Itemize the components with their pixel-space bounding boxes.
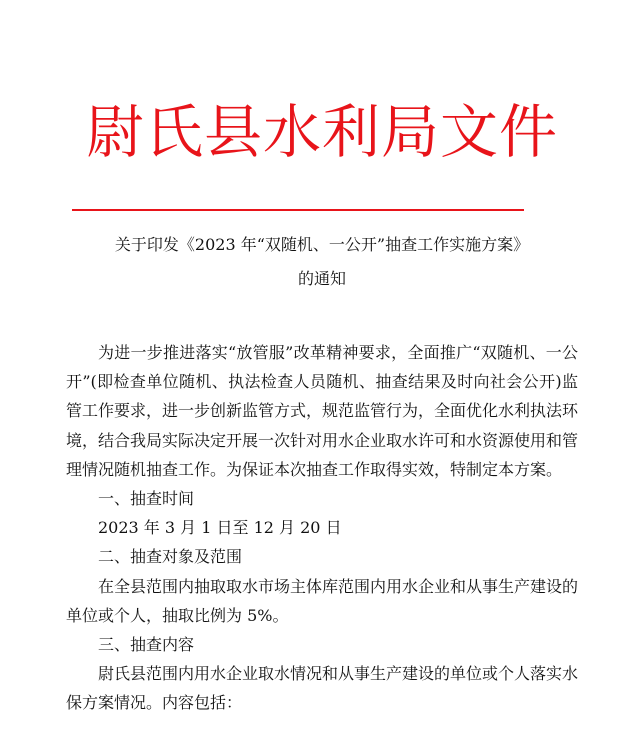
section-heading-content: 三、抽查内容	[98, 635, 195, 655]
notice-title-line-2: 的通知	[297, 269, 346, 288]
section-heading-time: 一、抽查时间	[98, 489, 195, 509]
red-divider-line	[72, 209, 524, 211]
content-paragraph: 尉氏县范围内用水企业取水情况和从事生产建设的单位或个人落实水保方案情况。内容包括：	[66, 664, 579, 713]
notice-title-line-1: 关于印发《2023 年“双随机、一公开”抽查工作实施方案》	[114, 235, 530, 254]
document-header-title: 尉氏县水利局文件	[85, 98, 558, 166]
document-body	[66, 338, 578, 718]
inspection-date-range: 2023 年 3 月 1 日至 12 月 20 日	[98, 518, 342, 538]
scope-paragraph: 在全县范围内抽取取水市场主体库范围内用水企业和从事生产建设的单位或个人，抽取比例为 5%。	[66, 576, 579, 625]
intro-paragraph: 为进一步推进落实“放管服”改革精神要求，全面推广“双随机、一公开”(即检查单位随机、执法检查人员随机、抽查结果及时向社会公开)监管工作要求，进一步创新监管方式，规范监管行为，全面优化水利执法环境，结合我局实际决定开展一次针对用水企业取水许可和水资源使用和管理情况随机抽查工作。为保证本次抽查工作取得实效，特制定本方案。	[66, 343, 579, 479]
section-heading-scope: 二、抽查对象及范围	[98, 547, 243, 567]
